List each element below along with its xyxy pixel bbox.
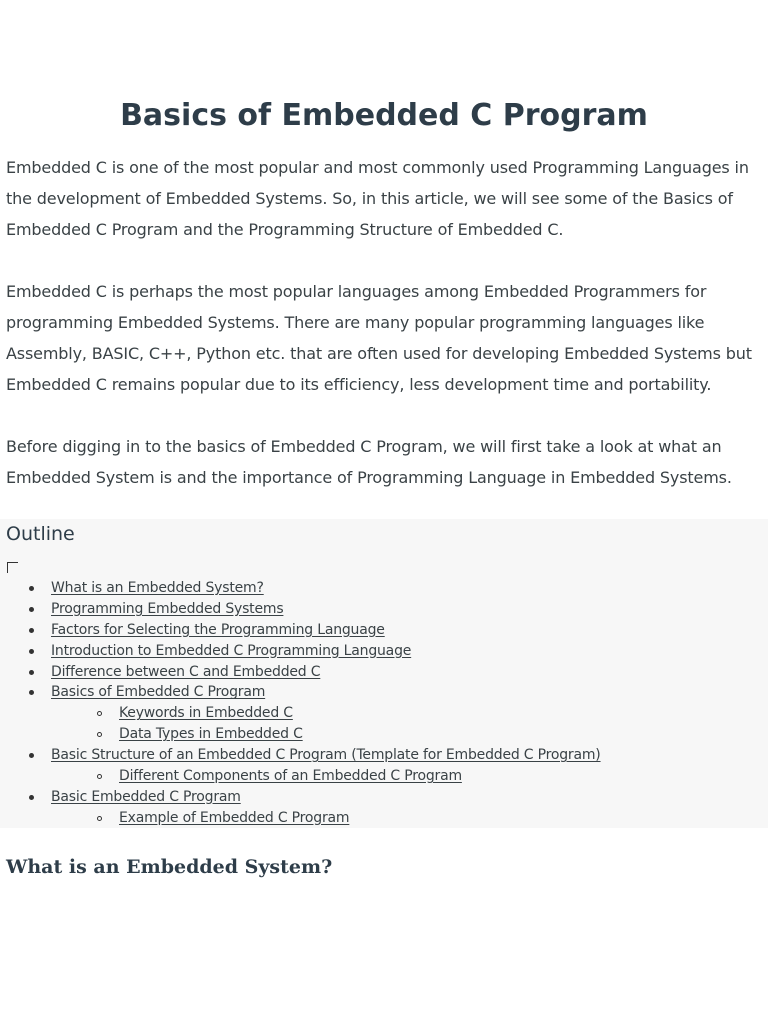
toc-link[interactable]: Example of Embedded C Program — [119, 809, 350, 826]
toc-title: Outline — [6, 523, 75, 545]
toc-link[interactable]: Keywords in Embedded C — [119, 705, 293, 722]
toc-link[interactable]: Introduction to Embedded C Programming Language — [51, 642, 412, 659]
toc-toggle-icon[interactable] — [7, 562, 18, 573]
toc-link[interactable]: Programming Embedded Systems — [51, 600, 284, 617]
toc-link[interactable]: What is an Embedded System? — [51, 580, 264, 596]
bullet-disc-icon — [29, 670, 34, 675]
bullet-disc-icon — [29, 607, 34, 612]
bullet-circle-icon — [97, 774, 102, 779]
bullet-disc-icon — [29, 628, 34, 633]
bullet-disc-icon — [29, 649, 34, 654]
intro-paragraph-3: Before digging in to the basics of Embedded C Program, we will first take a look at what an Embedded System is and the importance of Programming Language in Embedded Systems. — [6, 437, 732, 487]
bullet-circle-icon — [97, 732, 102, 737]
section-heading: What is an Embedded System? — [6, 856, 333, 878]
toc-link[interactable]: Factors for Selecting the Programming Language — [51, 621, 385, 638]
intro-paragraph-2: Embedded C is perhaps the most popular languages among Embedded Programmers for programming Embedded Systems. There are many popular programming languages like Assembly, BASIC, C++, Python etc. that are often used for developing Embedded Systems but Embedded C remains popular due to its efficiency, less development time and portability. — [6, 282, 752, 394]
toc-link[interactable]: Different Components of an Embedded C Program — [119, 768, 462, 785]
bullet-disc-icon — [29, 586, 34, 591]
toc-link[interactable]: Basic Structure of an Embedded C Program (Template for Embedded C Program) — [51, 747, 601, 764]
toc-link[interactable]: Basic Embedded C Program — [51, 788, 241, 805]
bullet-disc-icon — [29, 795, 34, 800]
bullet-disc-icon — [29, 690, 34, 695]
table-of-contents — [0, 519, 768, 828]
toc-link[interactable]: Basics of Embedded C Program — [51, 684, 266, 701]
bullet-disc-icon — [29, 753, 34, 758]
toc-link[interactable]: Data Types in Embedded C — [119, 726, 303, 743]
bullet-circle-icon — [97, 816, 102, 821]
article-title: Basics of Embedded C Program — [120, 98, 648, 133]
intro-paragraph-1: Embedded C is one of the most popular and most commonly used Programming Languages in the development of Embedded Systems. So, in this article, we will see some of the Basics of Embedded C Program and the Programming Structure of Embedded C. — [6, 158, 749, 239]
bullet-circle-icon — [97, 711, 102, 716]
toc-link[interactable]: Difference between C and Embedded C — [51, 663, 321, 680]
